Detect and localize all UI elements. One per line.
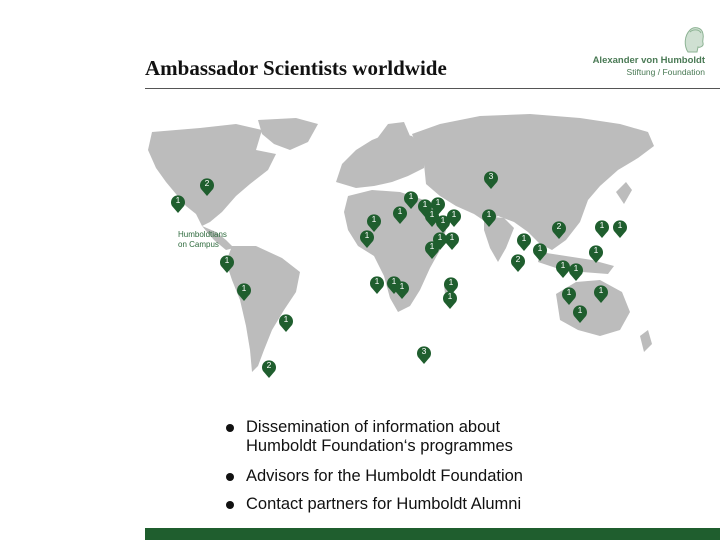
bullet-dot-icon [226, 473, 234, 481]
campus-label-line2: on Campus [178, 240, 219, 249]
bullet-text-line2: Humboldt Foundation‘s programmes [246, 437, 513, 455]
pin-count: 1 [521, 233, 527, 243]
pin-count: 1 [397, 206, 403, 216]
pin-count: 1 [422, 199, 428, 209]
pin-count: 1 [408, 191, 414, 201]
map-pin[interactable] [613, 220, 627, 238]
land-north-america [148, 124, 276, 226]
map-pin[interactable] [417, 346, 431, 364]
pin-count: 1 [486, 209, 492, 219]
campus-label [178, 230, 227, 250]
land-south-america [226, 246, 300, 372]
pin-count: 1 [224, 255, 230, 265]
page-title: Ambassador Scientists worldwide [145, 56, 447, 80]
map-pin[interactable] [517, 233, 531, 251]
land-japan [616, 182, 632, 204]
pin-count: 3 [421, 346, 427, 356]
land-greenland [258, 118, 318, 150]
campus-label-line1: Humboldtians [178, 230, 227, 239]
pin-count: 1 [371, 214, 377, 224]
map-pin[interactable] [595, 220, 609, 238]
pin-count: 1 [374, 276, 380, 286]
map-pin[interactable] [262, 360, 276, 378]
bullet-dot-icon [226, 424, 234, 432]
pin-count: 1 [437, 232, 443, 242]
bullet-dot-icon [226, 501, 234, 509]
pin-count: 1 [440, 215, 446, 225]
pin-count: 2 [266, 360, 272, 370]
pin-count: 1 [537, 243, 543, 253]
map-pin[interactable] [171, 195, 185, 213]
pin-count: 1 [364, 230, 370, 240]
pin-count: 1 [599, 220, 605, 230]
map-pin[interactable] [443, 291, 457, 309]
logo-subtitle: Stiftung / Foundation [626, 67, 705, 77]
bullet-text-line1: Advisors for the Humboldt Foundation [246, 467, 523, 485]
land-new-zealand [640, 330, 652, 352]
map-pin[interactable] [370, 276, 384, 294]
map-pin[interactable] [445, 232, 459, 250]
pin-count: 1 [283, 314, 289, 324]
pin-count: 1 [577, 305, 583, 315]
pin-count: 2 [556, 221, 562, 231]
pin-count: 1 [449, 232, 455, 242]
bullet-text-line1: Contact partners for Humboldt Alumni [246, 495, 522, 513]
bullet-list [222, 418, 523, 514]
pin-count: 2 [515, 254, 521, 264]
pin-count: 1 [391, 276, 397, 286]
pin-count: 1 [175, 195, 181, 205]
pin-count: 1 [573, 263, 579, 273]
bullet-item [222, 495, 523, 514]
pin-count: 1 [435, 197, 441, 207]
pin-count: 1 [598, 285, 604, 295]
map-pin[interactable] [569, 263, 583, 281]
pin-count: 1 [399, 281, 405, 291]
pin-count: 1 [429, 209, 435, 219]
pin-count: 1 [451, 209, 457, 219]
pin-count: 1 [447, 291, 453, 301]
bullet-item [222, 418, 523, 456]
pin-count: 1 [241, 283, 247, 293]
pin-count: 1 [617, 220, 623, 230]
footer-bar [145, 528, 720, 540]
bullet-item [222, 467, 523, 486]
pin-count: 3 [488, 171, 494, 181]
pin-count: 2 [204, 178, 210, 188]
pin-count: 1 [566, 287, 572, 297]
map-pin[interactable] [556, 260, 570, 278]
map-pin[interactable] [279, 314, 293, 332]
pin-count: 1 [429, 241, 435, 251]
map-pin[interactable] [511, 254, 525, 272]
pin-count: 1 [593, 245, 599, 255]
pin-count: 1 [448, 277, 454, 287]
pin-count: 1 [560, 260, 566, 270]
bullet-text-line1: Dissemination of information about [246, 418, 501, 436]
logo-name: Alexander von Humboldt [592, 55, 705, 66]
